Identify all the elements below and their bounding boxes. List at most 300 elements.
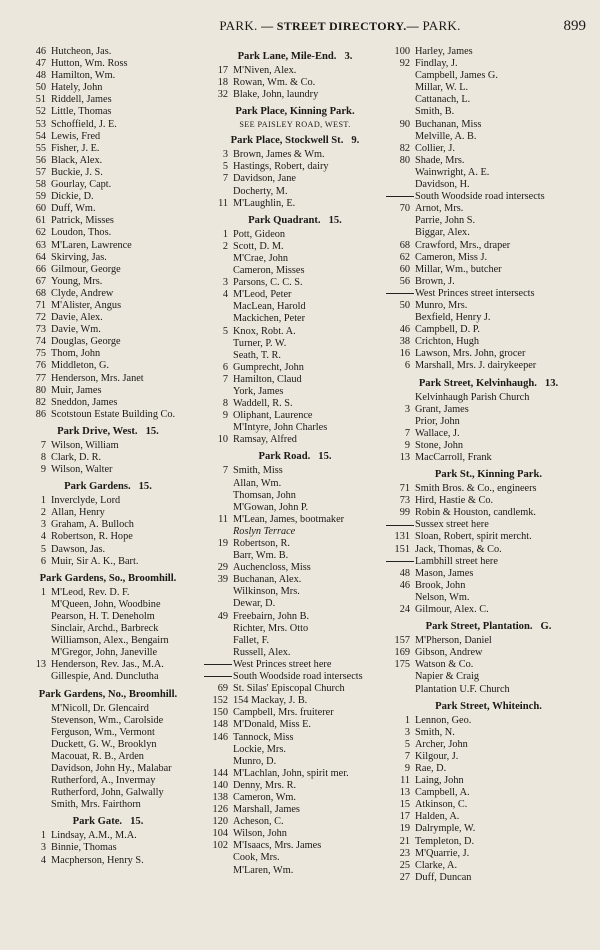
- resident-name: Macpherson, Henry S.: [51, 854, 144, 866]
- directory-entry: [386, 264, 591, 276]
- directory-entry: [22, 215, 194, 227]
- directory-entry: [386, 428, 591, 440]
- directory-entry: [22, 409, 194, 421]
- directory-entry: [386, 203, 591, 215]
- district-number: 9.: [351, 135, 360, 147]
- resident-name: Pott, Gideon: [233, 228, 286, 240]
- directory-entry: [386, 119, 591, 131]
- district-number: 15.: [145, 425, 159, 437]
- resident-name: Hutton, Wm. Ross: [51, 58, 128, 70]
- directory-entry: [22, 751, 194, 763]
- resident-name: Docherty, M.: [233, 185, 288, 197]
- house-number: 82: [35, 396, 46, 408]
- resident-name: M'Leod, Peter: [233, 289, 292, 301]
- resident-name: M'Lachlan, John, spirit mer.: [233, 767, 349, 779]
- resident-name: Macouat, R. B., Arden: [51, 750, 144, 762]
- house-number: 15: [399, 799, 410, 811]
- directory-entry: [204, 550, 386, 562]
- directory-entry: [204, 478, 386, 490]
- resident-name: Crawford, Mrs., draper: [415, 239, 511, 251]
- directory-entry: [22, 787, 194, 799]
- house-number: 72: [35, 312, 46, 324]
- directory-entry: [22, 556, 194, 568]
- resident-name: Roslyn Terrace: [233, 525, 296, 537]
- directory-entry: [22, 531, 194, 543]
- resident-name: Brook, John: [415, 579, 466, 591]
- directory-entry: [204, 422, 386, 434]
- house-number: 46: [399, 579, 410, 591]
- directory-entry: [204, 77, 386, 89]
- directory-entry: [386, 94, 591, 106]
- resident-name: Rutherford, John, Galwally: [51, 787, 164, 799]
- house-number: 150: [212, 707, 228, 719]
- street-name: Park Place, Stockwell St.: [230, 135, 344, 147]
- cross-street-note: [386, 191, 591, 203]
- directory-entry: [22, 464, 194, 476]
- resident-name: Marshall, James: [233, 804, 300, 816]
- directory-entry: [22, 106, 194, 118]
- house-number: 13: [399, 452, 410, 463]
- directory-entry: [22, 373, 194, 385]
- directory-entry: [22, 227, 194, 239]
- resident-name: Lawson, Mrs. John, grocer: [415, 348, 526, 360]
- house-number: 3: [222, 149, 228, 161]
- directory-entry: [22, 360, 194, 372]
- directory-entry: [22, 727, 194, 739]
- house-number: 1: [222, 228, 228, 240]
- resident-name: Mackichen, Peter: [233, 313, 306, 325]
- district-number: 15.: [138, 481, 152, 493]
- house-number: 3: [40, 519, 46, 531]
- house-number: 138: [212, 791, 228, 803]
- directory-entry: [22, 659, 194, 671]
- running-title-center: — STREET DIRECTORY.—: [261, 19, 419, 33]
- resident-name: M'Leod, Rev. D. F.: [51, 586, 130, 598]
- directory-entry: [386, 167, 591, 179]
- resident-name: Halden, A.: [415, 811, 460, 823]
- running-title: [150, 18, 530, 34]
- resident-name: Smith Bros. & Co., engineers: [415, 483, 537, 495]
- street-name: Park Gardens, So., Broomhill.: [39, 572, 177, 584]
- resident-name: Gumprecht, John: [233, 361, 304, 373]
- resident-name: 154 Mackay, J. B.: [233, 695, 308, 707]
- resident-name: Gourlay, Capt.: [51, 179, 112, 191]
- directory-entry: [204, 828, 386, 840]
- resident-name: Seath, T. R.: [233, 349, 281, 361]
- resident-name: M'Gowan, John P.: [233, 501, 309, 513]
- cross-street-rule: [204, 676, 232, 677]
- house-number: 71: [399, 483, 410, 495]
- directory-entry: [204, 301, 386, 313]
- directory-entry: [22, 842, 194, 854]
- directory-entry: [204, 514, 386, 526]
- resident-name: Shade, Mrs.: [415, 154, 465, 166]
- resident-name: Gilmour, George: [51, 263, 121, 275]
- house-number: 61: [35, 215, 46, 227]
- running-title-right: PARK.: [422, 18, 461, 33]
- house-number: 8: [40, 452, 46, 463]
- resident-name: Tannock, Miss: [233, 731, 294, 743]
- house-number: 29: [217, 562, 228, 574]
- resident-name: Turner, P. W.: [233, 337, 287, 349]
- resident-name: Brown, J.: [415, 275, 455, 287]
- resident-name: Atkinson, C.: [415, 799, 468, 811]
- running-title-left: PARK.: [219, 18, 258, 33]
- directory-entry: [204, 768, 386, 780]
- resident-name: Arnot, Mrs.: [415, 203, 464, 215]
- resident-name: MacLean, Harold: [233, 301, 306, 313]
- house-number: 27: [399, 871, 410, 883]
- street-heading: [204, 215, 386, 228]
- directory-entry: [22, 324, 194, 336]
- cross-street-text: West Princes street here: [233, 658, 332, 670]
- house-number: 24: [399, 604, 410, 616]
- house-number: 5: [222, 325, 228, 337]
- directory-entry: [204, 161, 386, 173]
- resident-name: Allan, Wm.: [233, 477, 282, 489]
- directory-entry: [204, 852, 386, 864]
- house-number: 16: [399, 348, 410, 360]
- directory-entry: [386, 252, 591, 264]
- house-number: 92: [399, 58, 410, 70]
- directory-entry: [22, 397, 194, 409]
- resident-name: Lindsay, A.M., M.A.: [51, 830, 137, 842]
- resident-name: Patrick, Misses: [51, 215, 114, 227]
- house-number: 19: [399, 823, 410, 835]
- directory-entry: [22, 775, 194, 787]
- resident-name: Parrie, John S.: [415, 215, 476, 227]
- street-name: Park St., Kinning Park.: [434, 469, 543, 481]
- directory-entry: [22, 131, 194, 143]
- directory-entry: [204, 490, 386, 502]
- directory-entry: [386, 671, 591, 683]
- directory-entry: [22, 830, 194, 842]
- house-number: 5: [40, 543, 46, 555]
- resident-name: M'Laren, Wm.: [233, 864, 294, 876]
- street-heading: [22, 426, 194, 439]
- resident-name: Sloan, Robert, spirit mercht.: [415, 531, 532, 543]
- house-number: 4: [222, 289, 228, 301]
- directory-entry: [204, 229, 386, 241]
- resident-name: Cameron, Miss J.: [415, 251, 488, 263]
- house-number: 70: [399, 203, 410, 215]
- directory-entry: [386, 823, 591, 835]
- resident-name: Williamson, Alex., Bengairn: [51, 635, 169, 647]
- resident-name: Munro, Mrs.: [415, 299, 468, 311]
- directory-entry: [386, 46, 591, 58]
- house-number: 82: [399, 142, 410, 154]
- directory-entry: [204, 538, 386, 550]
- resident-name: Wainwright, A. E.: [415, 166, 490, 178]
- street-heading: [22, 816, 194, 829]
- street-heading: [386, 378, 591, 391]
- resident-name: Auchencloss, Miss: [233, 562, 311, 574]
- directory-entry: [386, 684, 591, 696]
- directory-entry: [204, 586, 386, 598]
- house-number: 1: [40, 495, 46, 507]
- house-number: 21: [399, 835, 410, 847]
- resident-name: Smith, Miss: [233, 465, 283, 477]
- resident-name: Hamilton, Claud: [233, 373, 302, 385]
- house-number: 2: [40, 507, 46, 519]
- directory-entry: [204, 149, 386, 161]
- resident-name: Binnie, Thomas: [51, 842, 117, 854]
- cross-street-text: Lambhill street here: [415, 555, 498, 567]
- directory-entry: [204, 816, 386, 828]
- house-number: 56: [399, 275, 410, 287]
- directory-entry: [386, 568, 591, 580]
- directory-entry: [204, 277, 386, 289]
- directory-entry: [204, 744, 386, 756]
- resident-name: Pearson, H. T. Deneholm: [51, 610, 155, 622]
- house-number: 63: [35, 239, 46, 251]
- directory-entry: [22, 495, 194, 507]
- resident-name: Robin & Houston, candlemk.: [415, 507, 536, 519]
- resident-name: Ferguson, Wm., Vermont: [51, 726, 155, 738]
- resident-name: Davie, Alex.: [51, 312, 103, 324]
- resident-name: Grant, James: [415, 403, 469, 415]
- house-number: 11: [400, 775, 410, 787]
- directory-entry: [204, 792, 386, 804]
- directory-entry: [386, 227, 591, 239]
- directory-entry: [204, 707, 386, 719]
- resident-name: Douglas, George: [51, 336, 121, 348]
- resident-name: Campbell, Mrs. fruiterer: [233, 707, 334, 719]
- resident-name: Waddell, R. S.: [233, 398, 293, 410]
- directory-entry: [22, 58, 194, 70]
- house-number: 67: [35, 275, 46, 287]
- directory-entry: [386, 787, 591, 799]
- resident-name: Robertson, R. Hope: [51, 531, 133, 543]
- resident-name: Lockie, Mrs.: [233, 743, 286, 755]
- street-heading: [204, 106, 386, 119]
- house-number: 3: [404, 403, 410, 415]
- house-number: 99: [399, 507, 410, 519]
- directory-entry: [386, 324, 591, 336]
- cross-street-rule: [204, 664, 232, 665]
- house-number: 13: [35, 659, 46, 671]
- resident-name: Scotstoun Estate Building Co.: [51, 408, 176, 420]
- directory-entry: [22, 167, 194, 179]
- directory-entry: [204, 804, 386, 816]
- resident-name: Clyde, Andrew: [51, 287, 114, 299]
- resident-name: M'Nicoll, Dr. Glencaird: [51, 702, 149, 714]
- street-heading: [386, 621, 591, 634]
- directory-entry: [204, 719, 386, 731]
- resident-name: Archer, John: [415, 738, 468, 750]
- house-number: 4: [40, 531, 46, 543]
- directory-entry: [204, 265, 386, 277]
- house-number: 18: [217, 77, 228, 89]
- resident-name: Blake, John, laundry: [233, 89, 319, 101]
- resident-name: Duff, Duncan: [415, 871, 472, 883]
- house-number: 6: [40, 555, 46, 567]
- house-number: 5: [404, 738, 410, 750]
- directory-entry: [386, 58, 591, 70]
- directory-entry: [204, 598, 386, 610]
- resident-name: Dawson, Jas.: [51, 543, 106, 555]
- resident-name: St. Silas' Episcopal Church: [233, 683, 345, 695]
- house-number: 146: [212, 731, 228, 743]
- directory-entry: [386, 860, 591, 872]
- cross-street-note: [386, 556, 591, 568]
- house-number: 39: [217, 574, 228, 586]
- directory-entry: [386, 215, 591, 227]
- directory-entry: [22, 191, 194, 203]
- house-number: 17: [217, 65, 228, 76]
- street-name: Park Street, Kelvinhaugh.: [418, 377, 537, 389]
- house-number: 68: [35, 287, 46, 299]
- resident-name: Campbell, D. P.: [415, 324, 480, 336]
- resident-name: M'Laughlin, E.: [233, 197, 296, 209]
- house-number: 52: [35, 106, 46, 118]
- resident-name: Smith, B.: [415, 106, 455, 118]
- resident-name: Hately, John: [51, 82, 103, 94]
- district-number: 15.: [130, 816, 144, 828]
- resident-name: Rowan, Wm. & Co.: [233, 77, 316, 89]
- resident-name: Cameron, Misses: [233, 265, 305, 277]
- resident-name: Jack, Thomas, & Co.: [415, 543, 502, 555]
- resident-name: Graham, A. Bulloch: [51, 519, 134, 531]
- resident-name: M'Pherson, Daniel: [415, 635, 492, 647]
- directory-entry: [22, 763, 194, 775]
- house-number: 3: [404, 726, 410, 738]
- see-reference: SEE PAISLEY ROAD, WEST.: [239, 120, 351, 130]
- directory-entry: [386, 727, 591, 739]
- resident-name: Cameron, Wm.: [233, 791, 297, 803]
- resident-name: Crichton, Hugh: [415, 336, 480, 348]
- house-number: 64: [35, 251, 46, 263]
- resident-name: Schoffield, J. E.: [51, 118, 117, 130]
- directory-entry: [386, 872, 591, 884]
- resident-name: M'Isaacs, Mrs. James: [233, 840, 322, 852]
- house-number: 13: [399, 787, 410, 799]
- house-number: 69: [217, 683, 228, 695]
- directory-entry: [22, 203, 194, 215]
- resident-name: Hird, Hastie & Co.: [415, 495, 494, 507]
- directory-entry: [204, 647, 386, 659]
- house-number: 46: [35, 46, 46, 57]
- resident-name: Sneddon, James: [51, 396, 118, 408]
- resident-name: Cook, Mrs.: [233, 852, 280, 864]
- house-number: 76: [35, 360, 46, 372]
- directory-entry: [22, 300, 194, 312]
- directory-entry: [22, 799, 194, 811]
- directory-entry: [386, 763, 591, 775]
- resident-name: M'Quarrie, J.: [415, 847, 470, 859]
- directory-entry: [22, 623, 194, 635]
- directory-entry: [22, 452, 194, 464]
- directory-entry: [22, 587, 194, 599]
- house-number: 9: [40, 464, 46, 476]
- directory-entry: [386, 452, 591, 464]
- directory-entry: [386, 715, 591, 727]
- directory-entry: [22, 385, 194, 397]
- house-number: 11: [218, 197, 228, 209]
- directory-entry: [386, 143, 591, 155]
- directory-entry: [386, 592, 591, 604]
- directory-entry: [204, 65, 386, 77]
- resident-name: Freebairn, John B.: [233, 610, 310, 622]
- house-number: 6: [222, 361, 228, 373]
- resident-name: Muir, Sir A. K., Bart.: [51, 555, 139, 567]
- house-number: 73: [399, 495, 410, 507]
- house-number: 17: [399, 811, 410, 823]
- directory-entry: [22, 739, 194, 751]
- street-heading: [204, 135, 386, 148]
- directory-entry: [386, 131, 591, 143]
- house-number: 157: [394, 635, 410, 647]
- resident-name: Wilkinson, Mrs.: [233, 586, 300, 598]
- directory-entry: [386, 580, 591, 592]
- directory-entry: [22, 179, 194, 191]
- house-number: 86: [35, 408, 46, 420]
- resident-name: Scott, D. M.: [233, 240, 284, 252]
- directory-entry: [204, 253, 386, 265]
- house-number: 8: [222, 398, 228, 410]
- street-name: Park Lane, Mile-End.: [237, 51, 337, 62]
- resident-name: Cattanach, L.: [415, 94, 471, 106]
- resident-name: M'Gregor, John, Janeville: [51, 647, 158, 659]
- directory-entry: [204, 362, 386, 374]
- resident-name: Skirving, Jas.: [51, 251, 107, 263]
- directory-entry: [386, 531, 591, 543]
- directory-entry: [386, 276, 591, 288]
- house-number: 4: [40, 854, 46, 866]
- house-number: 62: [35, 227, 46, 239]
- resident-name: Munro, D.: [233, 755, 277, 767]
- resident-name: Davidson, John Hy., Malabar: [51, 762, 172, 774]
- resident-name: Rae, D.: [415, 762, 447, 774]
- cross-street-note: [204, 671, 386, 683]
- resident-name: York, James: [233, 385, 284, 397]
- directory-entry: [386, 483, 591, 495]
- house-number: 48: [35, 70, 46, 82]
- directory-entry: [22, 312, 194, 324]
- directory-entry: [22, 240, 194, 252]
- street-name: Park Gate.: [72, 816, 123, 828]
- house-number: 140: [212, 779, 228, 791]
- cross-street-note: [204, 659, 386, 671]
- resident-name: Harley, James: [415, 46, 473, 57]
- directory-entry: [204, 386, 386, 398]
- directory-entry: [204, 780, 386, 792]
- directory-entry: [204, 574, 386, 586]
- house-number: 50: [399, 299, 410, 311]
- house-number: 25: [399, 859, 410, 871]
- house-number: 19: [217, 538, 228, 549]
- directory-column-2: [204, 46, 386, 877]
- house-number: 74: [35, 336, 46, 348]
- directory-entry: [22, 855, 194, 867]
- directory-entry: [22, 143, 194, 155]
- directory-entry: [204, 173, 386, 185]
- resident-name: Little, Thomas: [51, 106, 112, 118]
- house-number: 7: [222, 373, 228, 385]
- resident-name: Watson & Co.: [415, 659, 474, 671]
- directory-entry: [386, 360, 591, 372]
- resident-name: Russell, Alex.: [233, 646, 291, 658]
- resident-name: M'Crae, John: [233, 252, 289, 264]
- directory-entry: [22, 507, 194, 519]
- resident-name: Biggar, Alex.: [415, 227, 470, 239]
- street-heading: [22, 481, 194, 494]
- directory-entry: [386, 848, 591, 860]
- street-heading: [22, 689, 194, 702]
- directory-entry: [22, 119, 194, 131]
- directory-entry: [22, 348, 194, 360]
- house-number: 131: [394, 531, 410, 543]
